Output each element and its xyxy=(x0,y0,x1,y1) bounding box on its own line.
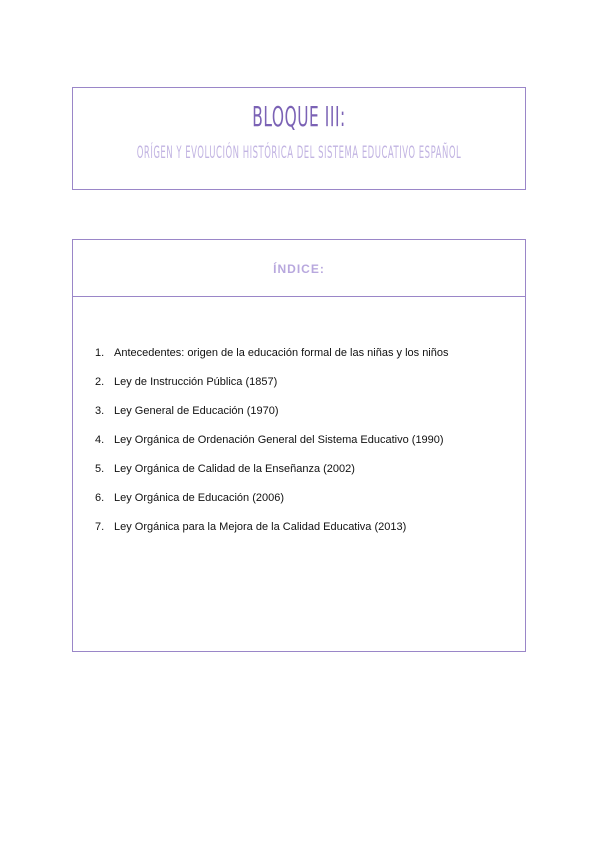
item-number: 6. xyxy=(95,492,105,504)
index-box xyxy=(72,239,526,652)
index-list xyxy=(95,347,449,550)
list-item xyxy=(95,376,449,405)
index-heading: ÍNDICE: xyxy=(73,240,525,297)
block-subtitle: ORÍGEN Y EVOLUCIÓN HISTÓRICA DEL SISTEMA EDUCATIVO ESPAÑOL xyxy=(136,143,462,163)
list-item xyxy=(95,434,449,463)
item-number: 3. xyxy=(95,405,105,417)
item-number: 1. xyxy=(95,347,105,359)
list-item xyxy=(95,405,449,434)
item-label: Antecedentes: origen de la educación formal de las niñas y los niños xyxy=(114,347,449,359)
list-item xyxy=(95,463,449,492)
item-number: 4. xyxy=(95,434,105,446)
list-item xyxy=(95,492,449,521)
item-number: 5. xyxy=(95,463,105,475)
title-box xyxy=(72,87,526,190)
item-number: 2. xyxy=(95,376,105,388)
item-number: 7. xyxy=(95,521,105,533)
item-label: Ley Orgánica de Ordenación General del Sistema Educativo (1990) xyxy=(114,434,444,446)
item-label: Ley Orgánica de Calidad de la Enseñanza (2002) xyxy=(114,463,355,475)
item-label: Ley General de Educación (1970) xyxy=(114,405,279,417)
list-item xyxy=(95,521,449,550)
item-label: Ley de Instrucción Pública (1857) xyxy=(114,376,278,388)
block-title: BLOQUE III: xyxy=(252,100,346,133)
list-item xyxy=(95,347,449,376)
item-label: Ley Orgánica para la Mejora de la Calidad Educativa (2013) xyxy=(114,521,407,533)
item-label: Ley Orgánica de Educación (2006) xyxy=(114,492,284,504)
